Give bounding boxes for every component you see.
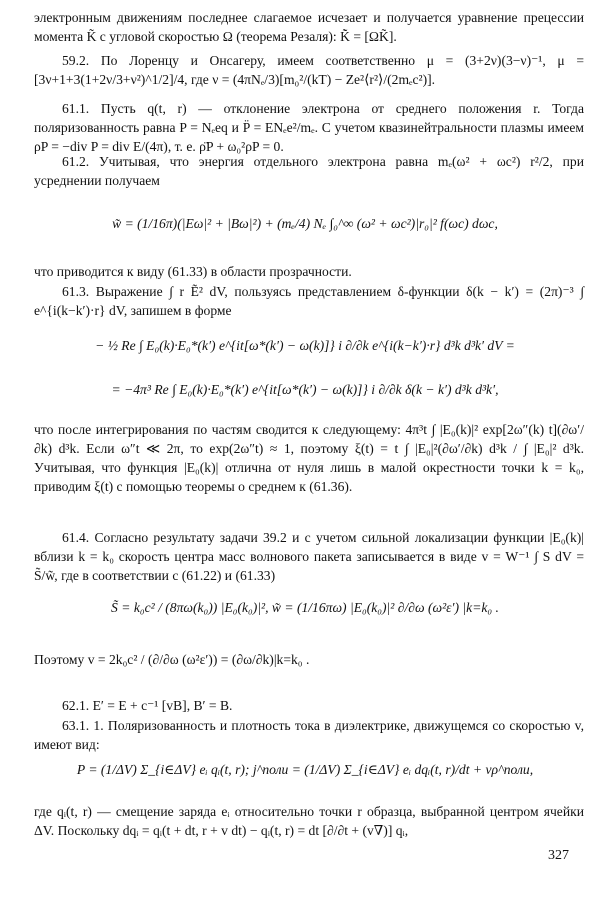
answer-63-1: 63.1. 1. Поляризованность и плотность тока в диэлектрике, движущемся со скоростью v, имеют вид: — [34, 718, 584, 752]
paragraph-integration-by-parts: что после интегрирования по частям сводится к следующему: 4π³t ∫ |E₀(k)|² exp[2ω″(k) t](∂ω′/∂k) d³k. Если ω″t ≪ 2π, то exp(2ω″t) ≈ 1, поэтому ξ(t) = t ∫ |E₀|²(∂ω′/∂k) d³k / ∫ |E₀|² d³k. Учитывая, что функция |E₀(k)| отлична от нуля лишь в малой окрестности точки k = k₀, приводим ξ(t) с помощью теоремы о среднем к (61.36). — [34, 422, 584, 494]
equation-energy-density: w̃ = (1/16π)(|Eω|² + |Bω|²) + (mₑ/4) Nₑ ∫₀^∞ (ω² + ωc²)|r₀|² f(ωc) dωc, — [112, 216, 498, 231]
equation-s-w: S̃ = k₀c² / (8πω(k₀)) |E₀(k₀)|², w̃ = (1/16πω) |E₀(k₀)|² ∂/∂ω (ω²ε′) |k=k₀ . — [111, 600, 499, 615]
answer-61-4: 61.4. Согласно результату задачи 39.2 и с учетом сильной локализации функции |E₀(k)| вблизи k = k₀ скорость центра масс волнового пакета записывается в виде v = W⁻¹ ∫ S dV = S̃/w̃, где в соответствии с (61.22) и (61.33) — [34, 530, 584, 583]
answer-61-2: 61.2. Учитывая, что энергия отдельного электрона равна mₑ(ω² + ωc²) r²/2, при усреднении получаем — [34, 154, 584, 188]
paragraph-displacement: где qᵢ(t, r) — смещение заряда eᵢ относительно точки r образца, выбранной центром ячейки ΔV. Поскольку dqᵢ = qᵢ(t + dt, r + v dt) − qᵢ(t, r) = dt [∂/∂t + (v∇)] qᵢ, — [34, 804, 584, 838]
equation-integral-1: − ½ Re ∫ E₀(k)·E₀*(k′) e^{it[ω*(k′) − ω(k)]} i ∂/∂k e^{i(k−k′)·r} d³k d³k′ dV = — [95, 338, 515, 353]
page-number: 327 — [548, 848, 569, 863]
equation-integral-2: = −4π³ Re ∫ E₀(k)·E₀*(k′) e^{it[ω*(k′) − ω(k)]} i ∂/∂k δ(k − k′) d³k d³k′, — [111, 382, 499, 397]
answer-59-2: 59.2. По Лоренцу и Онсагеру, имеем соответственно μ = (3+2ν)(3−ν)⁻¹, μ = [3ν+1+3(1+2ν/3+ν²)^1/2]/4, где ν = (4πNₑ/3)[m₀²/(kT) − Ze²⟨r²⟩/(2mₑc²)]. — [34, 53, 584, 87]
answer-62-1: 62.1. E′ = E + c⁻¹ [vB], B′ = B. — [62, 698, 233, 713]
equation-polarization-current: P = (1/ΔV) Σ_{i∈ΔV} eᵢ qᵢ(t, r); j^поли = (1/ΔV) Σ_{i∈ΔV} eᵢ dqᵢ(t, r)/dt + vρ^поли, — [76, 762, 534, 777]
paragraph-continuation: электронным движениям последнее слагаемое исчезает и получается уравнение прецессии момента K̃ с угловой скоростью Ω (теорема Резаля): K̃̇ = [ΩK̃]. — [34, 10, 584, 44]
paragraph-transparency: что приводится к виду (61.33) в области прозрачности. — [34, 264, 352, 279]
answer-61-3: 61.3. Выражение ∫ r Ẽ² dV, пользуясь представлением δ-функции δ(k − k′) = (2π)⁻³ ∫ e^{i(k−k′)·r} dV, запишем в форме — [34, 284, 585, 318]
equation-group-velocity: Поэтому v = 2k₀c² / (∂/∂ω (ω²ε′)) = (∂ω/∂k)|k=k₀ . — [34, 652, 310, 667]
answer-61-1: 61.1. Пусть q(t, r) — отклонение электрона от среднего положения r. Тогда поляризованность равна P = Nₑeq и P̈ = ENₑe²/mₑ. С учетом квазинейтральности плазмы имеем ρP = −div P = div E/(4π), т. е. ρ̈P + ω₀²ρP = 0. — [34, 101, 584, 154]
